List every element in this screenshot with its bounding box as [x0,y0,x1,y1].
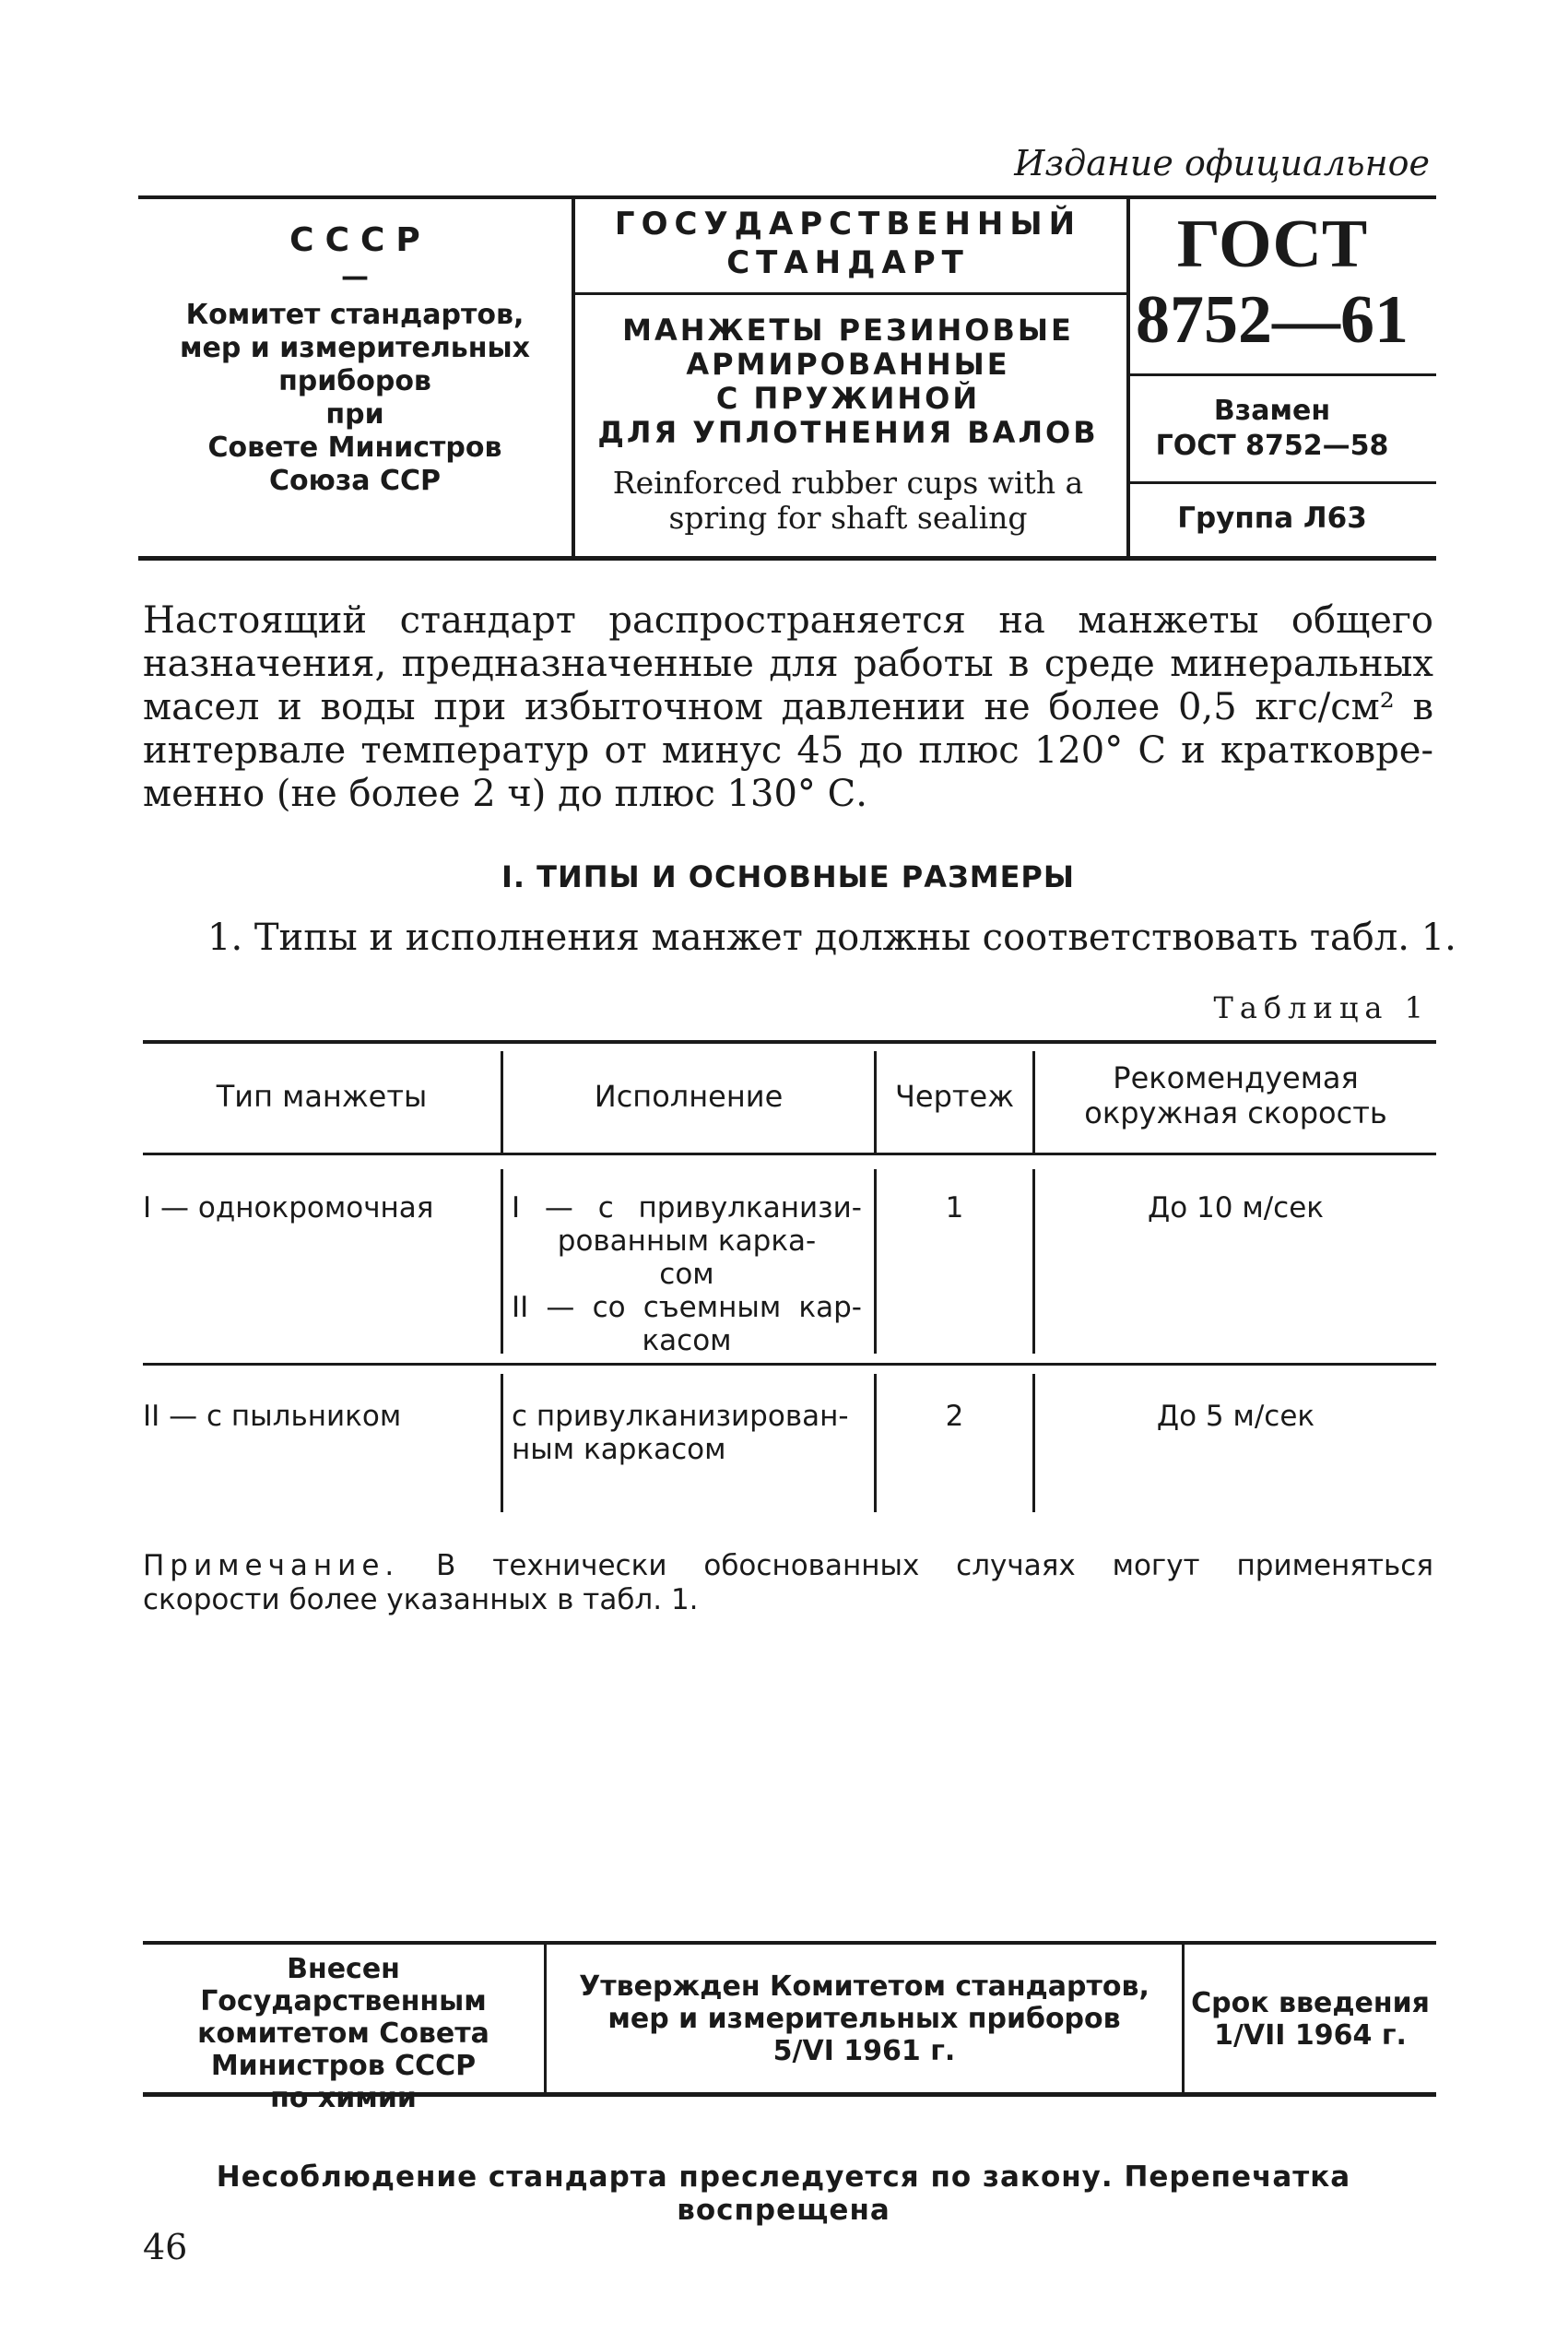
table-header-drawing: Чертеж [894,1079,1015,1114]
replaces-label: Взамен [1213,395,1331,427]
standard-title-ru [581,314,1115,450]
title-ru-line: МАНЖЕТЫ РЕЗИНОВЫЕ [622,313,1074,348]
intro-paragraph [143,599,1433,816]
table-caption: Таблица 1 [1213,990,1430,1025]
effective-line: Срок введения [1191,1987,1430,2019]
state-standard-line: СТАНДАРТ [726,244,970,281]
table-cell-execution [512,1400,862,1466]
state-standard-line: ГОСУДАРСТВЕННЫЙ [614,206,1082,243]
footer-effective [1185,1987,1436,2052]
committee-line: Комитет стандартов, [185,299,525,331]
table-cell-speed: До 10 м/сек [1147,1191,1324,1225]
header-right-hrule-2 [1130,481,1436,484]
gost-code [1134,207,1410,358]
title-ru-line: ДЛЯ УПЛОТНЕНИЯ ВАЛОВ [597,415,1099,450]
country-label: СССР [289,221,431,259]
footer-introduced [143,1953,544,2114]
execution-line: II — со съемным кар- [512,1291,862,1324]
header-dash: — [341,261,369,293]
note-text: В технически обоснованных случаях могут применяться [399,1549,1433,1582]
replaces-block [1134,394,1410,464]
replaces-value: ГОСТ 8752—58 [1155,430,1389,462]
committee-line: при [325,398,384,431]
table-col-divider [874,1374,877,1512]
law-notice: Несоблюдение стандарта преследуется по закону. Перепечатка воспрещена [216,2160,1351,2227]
speed-header-line: Рекомендуемая [1113,1060,1359,1095]
section-title: I. ТИПЫ И ОСНОВНЫЕ РАЗМЕРЫ [501,859,1076,894]
effective-line: 1/VII 1964 г. [1214,2019,1407,2052]
committee-line: Союза ССР [269,465,441,497]
introduced-line: по химии [270,2082,417,2114]
committee-line: мер и измерительных [180,332,530,364]
execution-line: касом [642,1324,732,1357]
execution-line: рованным карка- [557,1225,817,1258]
table-header-type: Тип манжеты [216,1079,428,1114]
issuing-authority [138,221,572,498]
intro-line: масел и воды при избыточном давлении не более 0,5 кгс/см² в [143,686,1433,728]
note-label: Примечание. [143,1549,400,1582]
execution-line: сом [659,1258,714,1291]
table-col-divider [501,1169,503,1354]
committee-line: Совете Министров [207,432,502,464]
intro-line: назначения, предназначенные для работы в среде минеральных [143,643,1433,685]
execution-line: I — с привулканизи- [512,1191,862,1225]
title-ru-line: АРМИРОВАННЫЕ [686,347,1010,382]
approved-line: 5/VI 1961 г. [772,2035,956,2067]
title-en-line: Reinforced rubber cups with a [612,465,1084,501]
title-ru-line: С ПРУЖИНОЙ [715,381,981,416]
committee-name [138,299,572,498]
table-header-rule [143,1153,1436,1155]
page-number: 46 [143,2227,188,2267]
introduced-line: комитетом Совета [197,2017,489,2050]
gost-label: ГОСТ [1176,207,1368,282]
table-col-divider [1032,1374,1035,1512]
approved-line: мер и измерительных приборов [607,2003,1121,2035]
note-line [143,1549,1433,1583]
table-top-rule [143,1040,1436,1044]
intro-line: интервале температур от минус 45 до плюс 120° С и кратковре- [143,729,1433,772]
table-row-rule [143,1363,1436,1366]
edition-note: Издание официальное [1014,143,1430,183]
table-cell-type: I — однокромочная [143,1191,434,1225]
header-bottom-rule [138,556,1436,561]
standard-title-en [581,466,1115,536]
group-code: Группа Л63 [1177,502,1367,535]
header-top-rule [138,195,1436,199]
approved-line: Утвержден Комитетом стандартов, [579,1970,1149,2003]
table-cell-drawing: 1 [945,1191,964,1225]
execution-line: ным каркасом [512,1433,726,1466]
footer-top-rule [143,1941,1436,1945]
table-cell-execution [512,1191,862,1357]
table-cell-speed: До 5 м/сек [1156,1400,1315,1433]
table-header-speed [1035,1060,1436,1130]
table-cell-type: II — с пыльником [143,1400,402,1433]
footer-approved [547,1970,1182,2067]
intro-line: Настоящий стандарт распространяется на манжеты общего [143,599,1433,642]
intro-line: менно (не более 2 ч) до плюс 130° С. [143,773,867,815]
table-header-execution: Исполнение [594,1079,784,1114]
state-standard-label [581,205,1115,282]
speed-header-line: окружная скорость [1084,1095,1387,1130]
header-right-hrule-1 [1130,373,1436,376]
execution-line: с привулканизирован- [512,1400,849,1433]
table-note [143,1549,1433,1617]
note-line: скорости более указанных в табл. 1. [143,1583,699,1616]
header-divider-right [1126,198,1130,558]
title-en-line: spring for shaft sealing [668,500,1028,536]
paragraph-1: 1. Типы и исполнения манжет должны соответствовать табл. 1. [207,917,1456,959]
committee-line: приборов [278,365,431,397]
table-col-divider [501,1374,503,1512]
table-cell-drawing: 2 [945,1400,964,1433]
header-divider-left [572,198,575,558]
header-mid-hrule [575,292,1126,295]
introduced-line: Внесен Государственным [200,1953,487,2017]
introduced-line: Министров СССР [210,2050,477,2082]
gost-number: 8752—61 [1136,282,1409,358]
